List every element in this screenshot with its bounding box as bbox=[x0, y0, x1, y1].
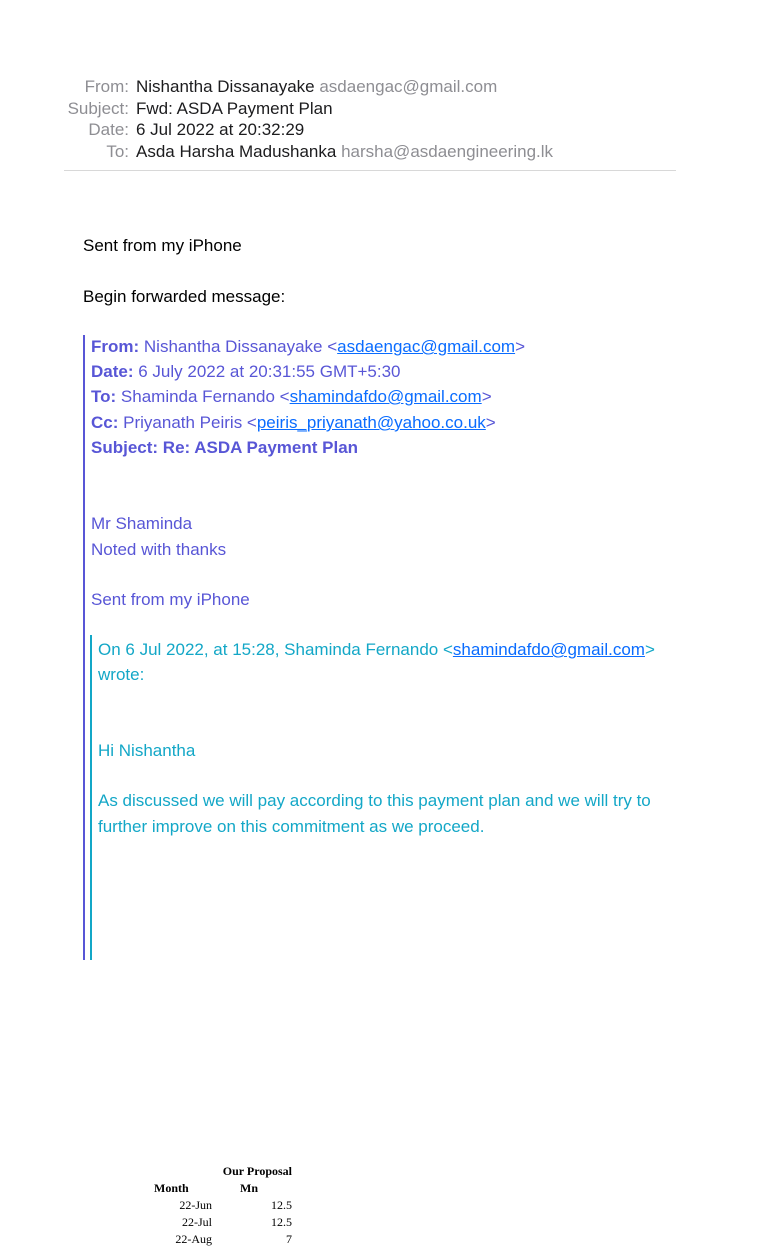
sent-from-iphone: Sent from my iPhone bbox=[83, 236, 242, 255]
table-row bbox=[152, 1214, 292, 1231]
forwarded-message-block bbox=[83, 335, 705, 1246]
fwd-date-row bbox=[91, 362, 401, 382]
fwd-date-value: 6 July 2022 at 20:31:55 GMT+5:30 bbox=[138, 362, 401, 381]
date-label: Date: bbox=[88, 120, 129, 139]
quote-wrote: wrote: bbox=[98, 665, 145, 684]
fwd-cc-label: Cc: bbox=[91, 413, 119, 432]
quote-attribution-prefix: On 6 Jul 2022, at 15:28, Shaminda Fernando < bbox=[98, 640, 453, 659]
row-month: 22-Aug bbox=[175, 1232, 212, 1246]
fwd-from-row bbox=[91, 337, 525, 357]
subject-label: Subject: bbox=[67, 98, 129, 118]
header-subject-row bbox=[0, 98, 768, 120]
fwd-to-label: To: bbox=[91, 387, 117, 406]
fwd-from-email-link[interactable]: asdaengac@gmail.com bbox=[337, 337, 516, 356]
quote-greeting: Hi Nishantha bbox=[98, 741, 196, 760]
quote-attribution bbox=[98, 637, 655, 662]
fwd-to-row bbox=[91, 387, 492, 407]
email-header bbox=[0, 76, 768, 162]
fwd-message: Noted with thanks bbox=[91, 540, 227, 559]
sender-name: Nishantha Dissanayake bbox=[136, 77, 315, 96]
quoted-message-block bbox=[90, 635, 692, 1246]
row-month: 22-Jul bbox=[182, 1215, 212, 1229]
row-value: 12.5 bbox=[271, 1198, 292, 1212]
fwd-to-name: Shaminda Fernando < bbox=[120, 387, 290, 406]
quote-attribution-suffix: > bbox=[644, 640, 655, 659]
subject-value: Fwd: ASDA Payment Plan bbox=[136, 98, 333, 118]
fwd-subject-value: Re: ASDA Payment Plan bbox=[162, 438, 359, 457]
sender-email[interactable]: asdaengac@gmail.com bbox=[319, 77, 498, 96]
fwd-to-close: > bbox=[481, 387, 492, 406]
row-value: 12.5 bbox=[271, 1215, 292, 1229]
begin-forwarded-message: Begin forwarded message: bbox=[83, 287, 286, 306]
fwd-to-email-link[interactable]: shamindafdo@gmail.com bbox=[289, 387, 482, 406]
quote-body-line-2: further improve on this commitment as we proceed. bbox=[98, 817, 485, 836]
header-mn: Mn bbox=[240, 1181, 258, 1195]
fwd-from-close: > bbox=[515, 337, 526, 356]
fwd-from-label: From: bbox=[91, 337, 140, 356]
header-to-row bbox=[0, 141, 768, 163]
header-divider bbox=[64, 170, 676, 171]
fwd-cc-name: Priyanath Peiris < bbox=[123, 413, 257, 432]
fwd-cc-row bbox=[91, 413, 496, 433]
fwd-from-name: Nishantha Dissanayake < bbox=[143, 337, 338, 356]
payment-plan-table bbox=[152, 1163, 292, 1248]
table-row bbox=[152, 1231, 292, 1248]
row-value: 7 bbox=[286, 1232, 292, 1246]
recipient-email[interactable]: harsha@asdaengineering.lk bbox=[341, 141, 554, 161]
fwd-greeting: Mr Shaminda bbox=[91, 514, 193, 533]
header-month: Month bbox=[154, 1181, 189, 1195]
table-header-row-1 bbox=[152, 1163, 292, 1180]
row-month: 22-Jun bbox=[179, 1198, 212, 1212]
table-header-row-2 bbox=[152, 1180, 292, 1197]
to-label: To: bbox=[106, 141, 129, 161]
quote-body-line-1: As discussed we will pay according to this payment plan and we will try to bbox=[98, 791, 651, 810]
header-date-row bbox=[0, 119, 768, 141]
fwd-date-label: Date: bbox=[91, 362, 134, 381]
from-label: From: bbox=[84, 77, 129, 96]
fwd-cc-close: > bbox=[485, 413, 496, 432]
fwd-subject-row bbox=[91, 438, 358, 458]
quote-email-link[interactable]: shamindafdo@gmail.com bbox=[452, 640, 645, 659]
recipient-name: Asda Harsha Madushanka bbox=[136, 141, 337, 161]
fwd-subject-label: Subject: bbox=[91, 438, 159, 457]
fwd-sent-from: Sent from my iPhone bbox=[91, 590, 250, 609]
date-value: 6 Jul 2022 at 20:32:29 bbox=[136, 120, 305, 139]
fwd-cc-email-link[interactable]: peiris_priyanath@yahoo.co.uk bbox=[256, 413, 486, 432]
header-from-row bbox=[0, 76, 768, 98]
header-our-proposal: Our Proposal bbox=[222, 1164, 292, 1178]
table-row bbox=[152, 1197, 292, 1214]
